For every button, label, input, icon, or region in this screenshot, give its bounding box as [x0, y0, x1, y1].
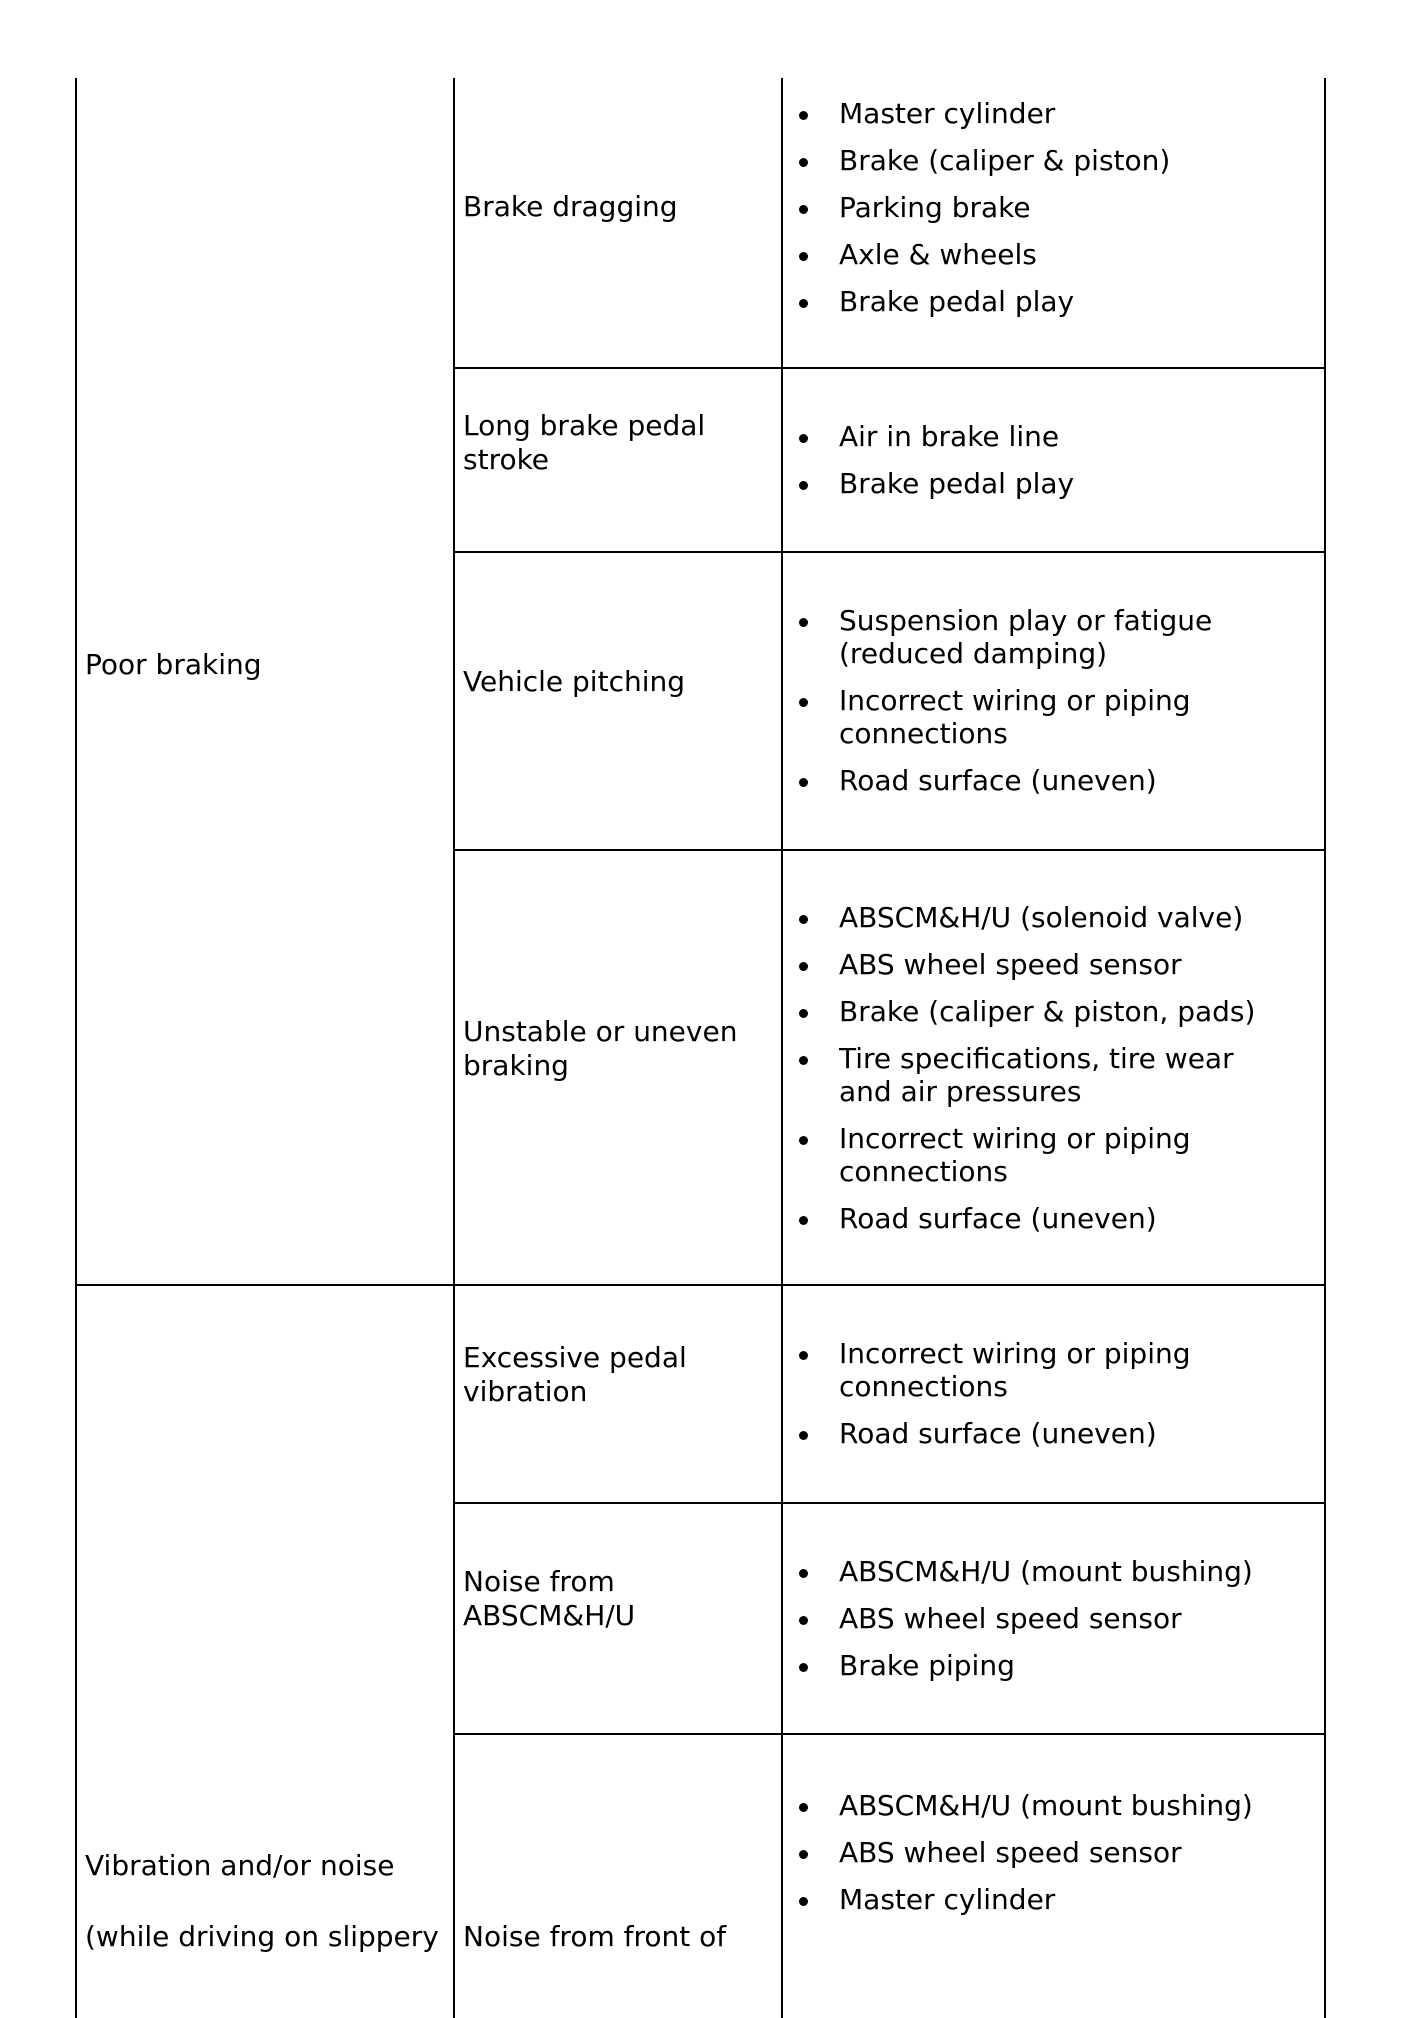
condition-cell: Noise from ABSCM&H/U — [463, 1565, 636, 1632]
check-item: Tire specifications, tire wear and air pressures — [783, 1042, 1255, 1108]
condition-cell: Long brake pedal stroke — [463, 409, 706, 476]
check-item: ABS wheel speed sensor — [783, 1836, 1253, 1869]
check-item: Incorrect wiring or piping connections — [783, 684, 1212, 750]
check-item: Axle & wheels — [783, 238, 1170, 271]
check-item: Brake (caliper & piston, pads) — [783, 995, 1255, 1028]
check-item: Master cylinder — [783, 1883, 1253, 1916]
check-item: Suspension play or fatigue (reduced damping) — [783, 604, 1212, 670]
row-divider — [453, 1733, 1326, 1735]
condition-cell: Noise from front of — [463, 1920, 727, 1953]
check-items-list — [783, 1555, 1253, 1696]
check-item: Brake piping — [783, 1649, 1253, 1682]
check-item: Parking brake — [783, 191, 1170, 224]
check-item: ABSCM&H/U (solenoid valve) — [783, 901, 1255, 934]
check-item: ABS wheel speed sensor — [783, 1602, 1253, 1635]
table-border-left — [75, 78, 77, 2018]
condition-cell: Vehicle pitching — [463, 665, 686, 698]
check-item: Brake pedal play — [783, 285, 1170, 318]
check-item: ABSCM&H/U (mount bushing) — [783, 1555, 1253, 1588]
symptom-note: (while driving on slippery — [85, 1920, 439, 1953]
check-item: ABSCM&H/U (mount bushing) — [783, 1789, 1253, 1822]
check-item: ABS wheel speed sensor — [783, 948, 1255, 981]
check-item: Incorrect wiring or piping connections — [783, 1337, 1191, 1403]
row-divider — [453, 551, 1326, 553]
condition-cell: Excessive pedal vibration — [463, 1341, 687, 1408]
check-items-list — [783, 604, 1212, 811]
condition-cell: Brake dragging — [463, 190, 678, 223]
check-item: Incorrect wiring or piping connections — [783, 1122, 1255, 1188]
check-items-list — [783, 901, 1255, 1249]
check-item: Road surface (uneven) — [783, 1202, 1255, 1235]
row-divider — [453, 367, 1326, 369]
check-items-list — [783, 97, 1170, 332]
check-item: Road surface (uneven) — [783, 1417, 1191, 1450]
check-items-list — [783, 1789, 1253, 1930]
check-item: Master cylinder — [783, 97, 1170, 130]
group-divider — [75, 1284, 1326, 1286]
condition-cell: Unstable or uneven braking — [463, 1015, 738, 1082]
symptom-cell: Poor braking — [85, 648, 262, 681]
check-item: Brake pedal play — [783, 467, 1074, 500]
row-divider — [453, 849, 1326, 851]
check-item: Road surface (uneven) — [783, 764, 1212, 797]
check-items-list — [783, 420, 1074, 514]
row-divider — [453, 1502, 1326, 1504]
column-divider-1 — [453, 78, 455, 2018]
check-item: Brake (caliper & piston) — [783, 144, 1170, 177]
check-items-list — [783, 1337, 1191, 1464]
table-border-right — [1324, 78, 1326, 2018]
check-item: Air in brake line — [783, 420, 1074, 453]
symptom-cell: Vibration and/or noise — [85, 1849, 395, 1882]
